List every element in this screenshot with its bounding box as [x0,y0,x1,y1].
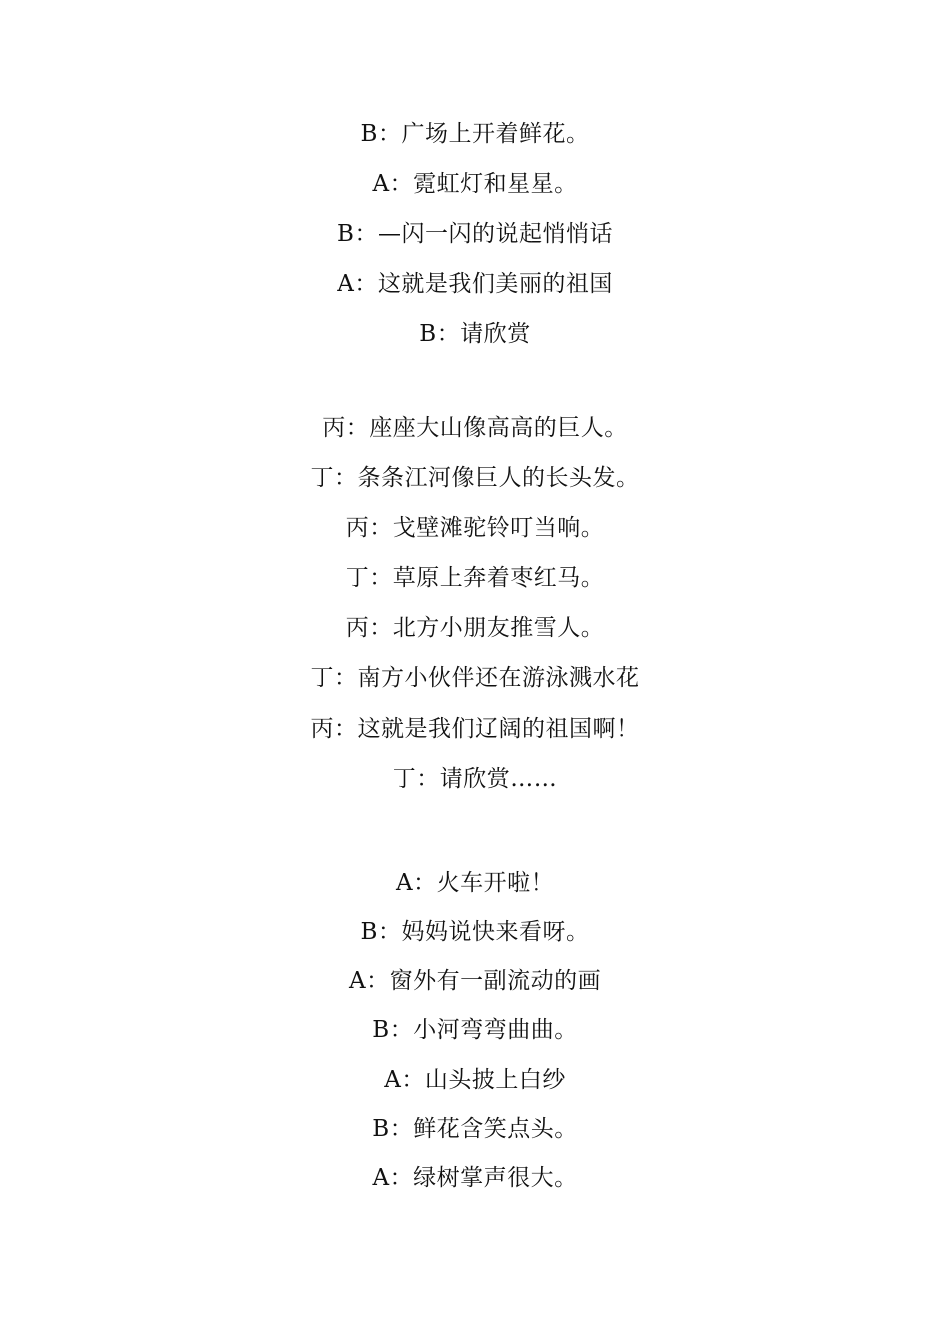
colon: ： [354,221,378,247]
line-text: 南方小伙伴还在游泳溅水花 [357,665,640,691]
line-text: 这就是我们美丽的祖国 [377,271,613,297]
speaker: 丙 [345,615,370,641]
dialogue-line [0,319,950,349]
speaker: B [360,919,378,945]
colon: ： [369,515,393,541]
dialogue-line [0,868,950,898]
dialogue-line [0,119,950,149]
colon: ： [334,465,358,491]
line-text: 小河弯弯曲曲。 [413,1017,578,1043]
dialogue-line [0,966,950,996]
colon: ： [354,271,378,297]
dialogue-line [0,1015,950,1045]
colon: ： [389,1116,414,1142]
line-text: 火车开啦！ [436,870,555,896]
speaker: 丁 [310,665,334,691]
line-text: 霓虹灯和星星。 [413,171,578,197]
colon: ： [369,565,393,591]
speaker: 丙 [345,515,370,541]
speaker: A [372,171,390,197]
line-text: 鲜花含笑点头。 [413,1116,578,1142]
speaker: A [395,870,414,896]
speaker: B [360,121,378,147]
speaker: 丁 [392,766,417,792]
dialogue-line [0,169,950,199]
line-text: 山头披上白纱 [424,1067,566,1093]
dialogue-line [0,714,950,744]
dialogue-line [0,917,950,947]
colon: ： [389,1017,414,1043]
dialogue-line [0,413,950,443]
colon: ： [436,321,461,347]
line-text: 广场上开着鲜花。 [401,121,590,147]
dialogue-line [0,663,950,693]
line-text: —闪一闪的说起悄悄话 [377,221,613,247]
dialogue-line [0,269,950,299]
speaker: B [337,221,355,247]
colon: ： [416,766,440,792]
dialogue-line [0,1163,950,1193]
colon: ： [377,121,402,147]
line-text: 这就是我们辽阔的祖国啊！ [357,716,640,742]
dialogue-line [0,563,950,593]
line-text: 条条江河像巨人的长头发。 [357,465,640,491]
speaker: 丙 [322,415,346,441]
line-text: 戈壁滩驼铃叮当响。 [392,515,605,541]
line-text: 请欣赏 [460,321,531,347]
colon: ： [334,665,358,691]
speaker: 丁 [310,465,334,491]
colon: ： [366,968,390,994]
dialogue-line [0,463,950,493]
dialogue-line [0,219,950,249]
speaker: B [372,1017,390,1043]
speaker: A [372,1165,390,1191]
speaker: A [384,1067,402,1093]
speaker: 丙 [310,716,334,742]
line-text: 草原上奔着枣红马。 [392,565,605,591]
speaker: 丁 [345,565,370,591]
line-text: 北方小朋友推雪人。 [392,615,605,641]
line-text: 妈妈说快来看呀。 [401,919,590,945]
speaker: A [348,968,367,994]
colon: ： [334,716,358,742]
line-text: 窗外有一副流动的画 [389,968,602,994]
line-text: 绿树掌声很大。 [413,1165,578,1191]
speaker: A [337,271,355,297]
speaker: B [419,321,437,347]
dialogue-line [0,1114,950,1144]
speaker: B [372,1116,390,1142]
line-text: 请欣赏…… [439,766,558,792]
line-text: 座座大山像高高的巨人。 [369,415,628,441]
colon: ： [413,870,437,896]
dialogue-line [0,1065,950,1095]
colon: ： [377,919,402,945]
colon: ： [389,1165,414,1191]
dialogue-line [0,764,950,794]
colon: ： [369,615,393,641]
colon: ： [345,415,370,441]
dialogue-line [0,513,950,543]
colon: ： [401,1067,425,1093]
dialogue-line [0,613,950,643]
colon: ： [389,171,414,197]
